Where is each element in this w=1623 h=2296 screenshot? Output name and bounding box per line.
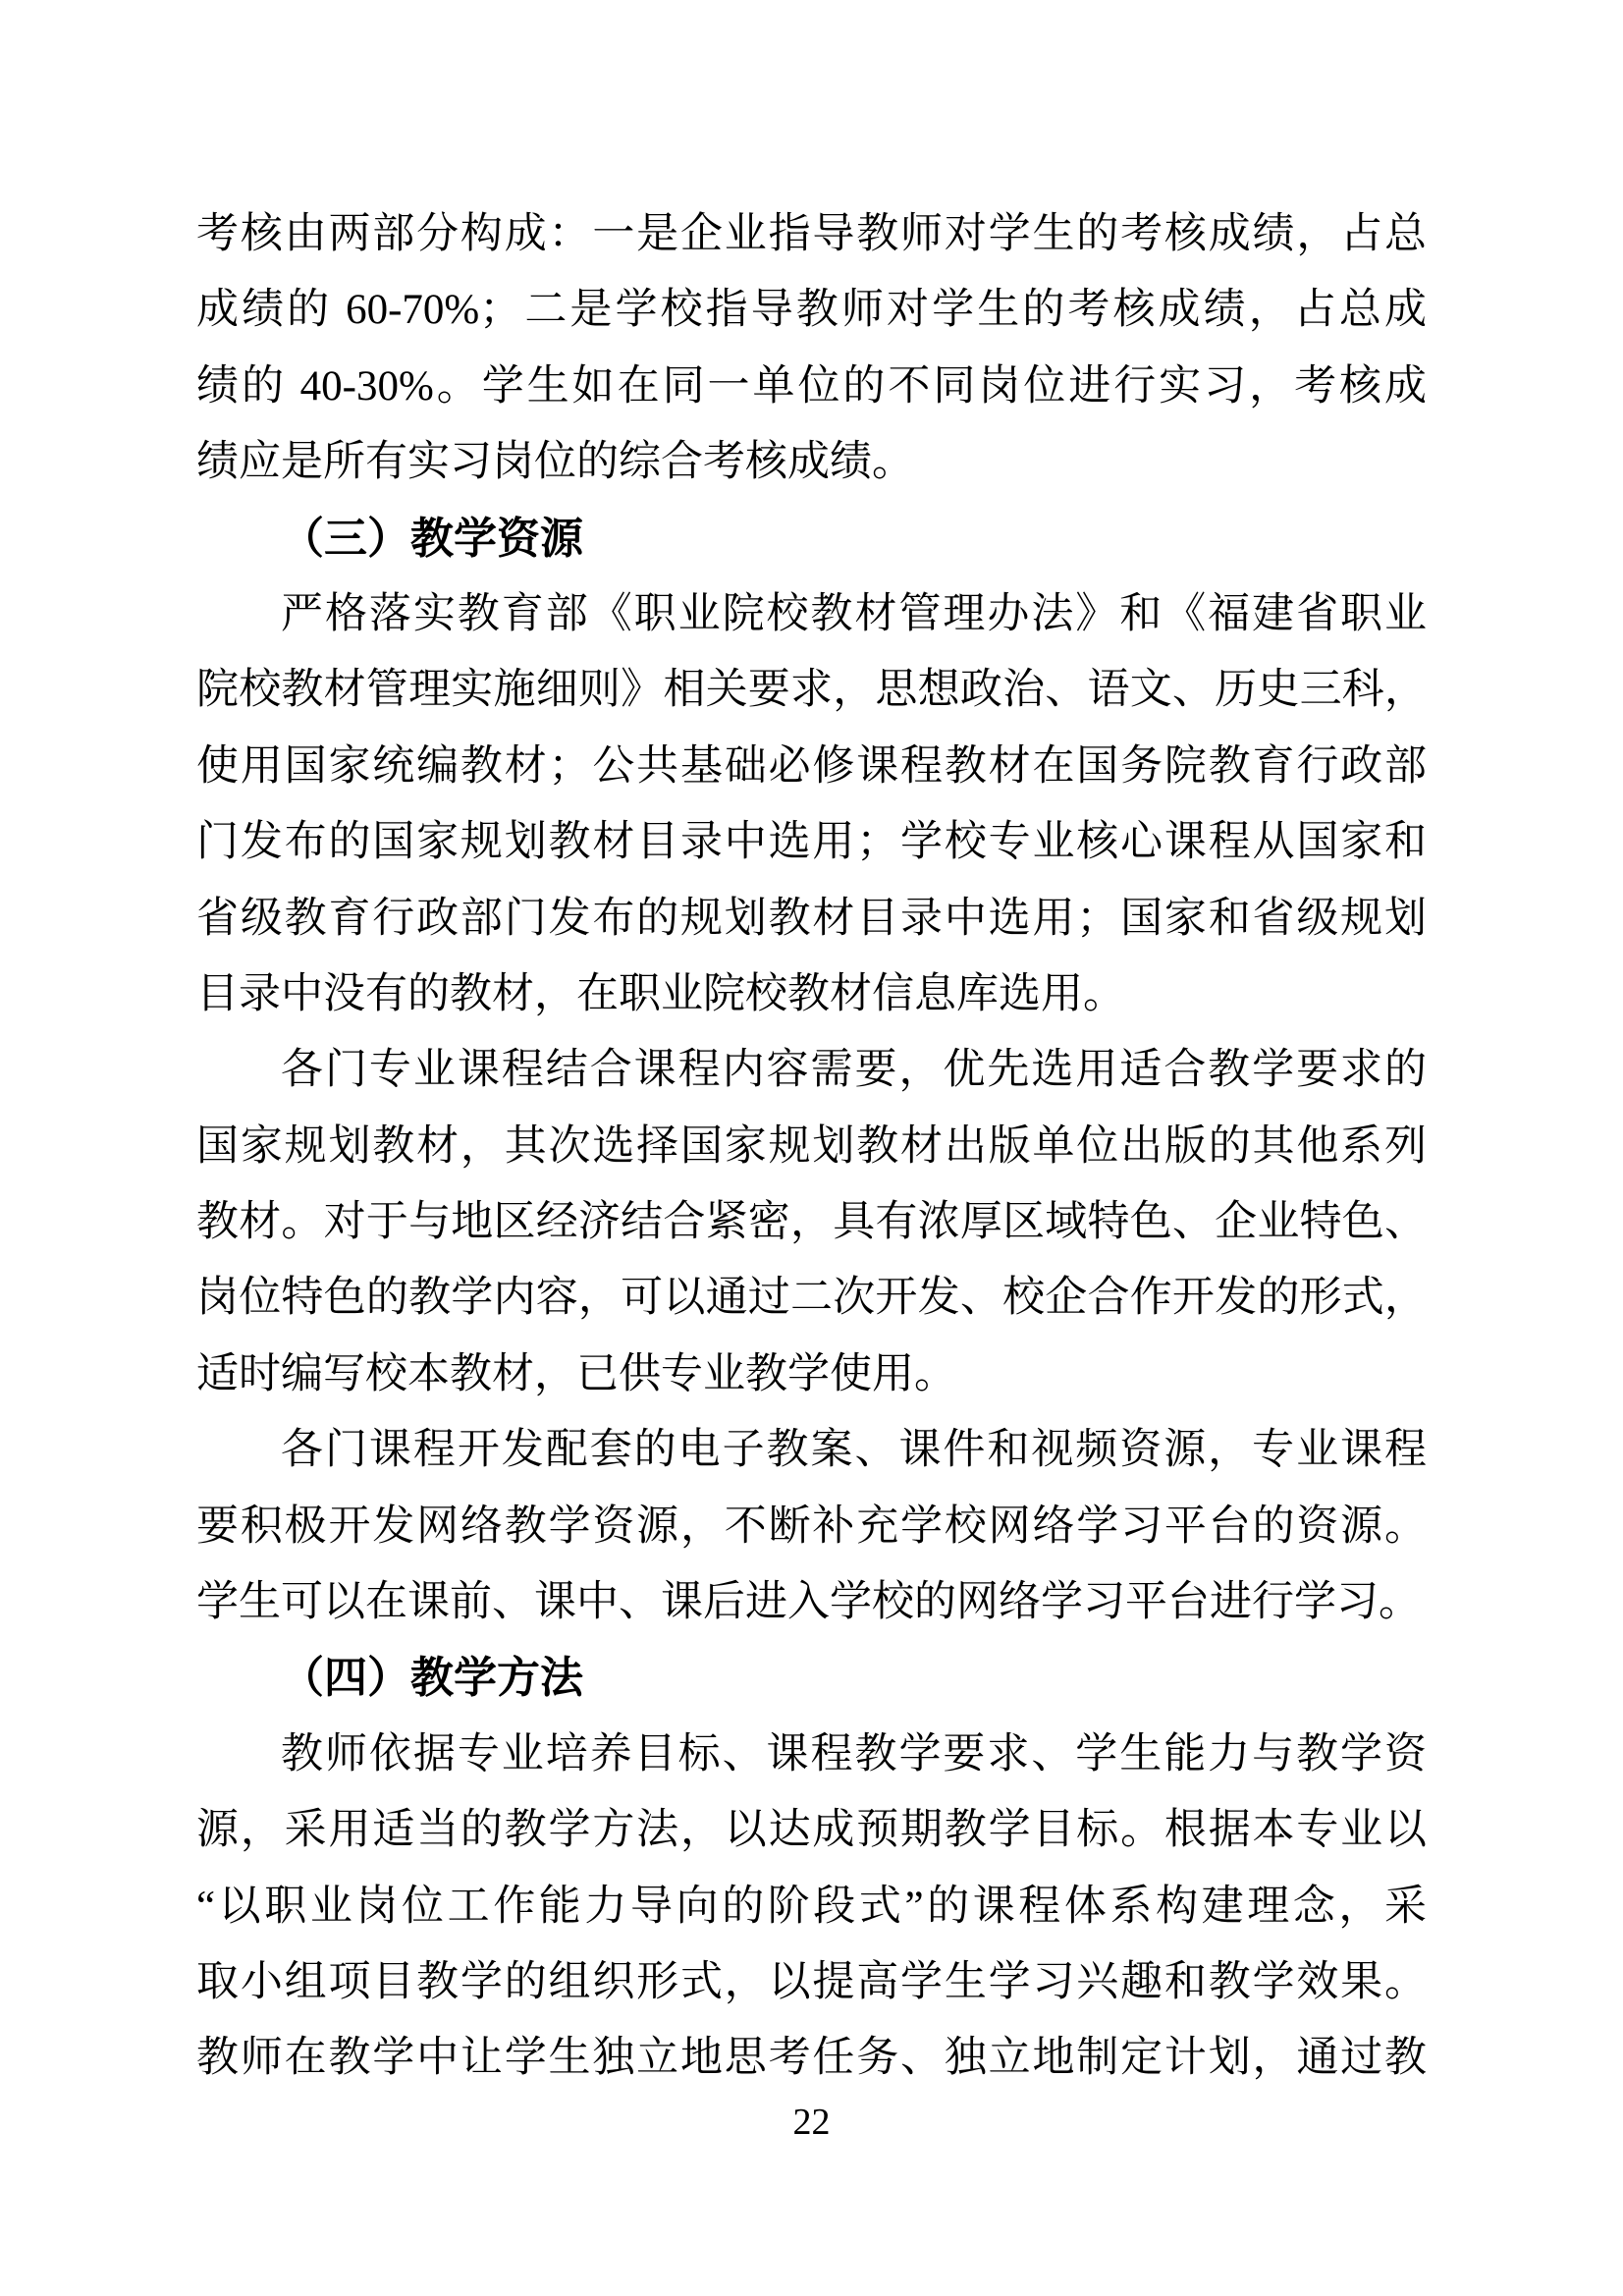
section-heading: （四）教学方法: [281, 1654, 583, 1703]
text-line: 教师在教学中让学生独立地思考任务、独立地制定计划，通过教: [196, 2035, 1427, 2082]
text-line: 适时编写校本教材，已供专业教学使用。: [196, 1350, 956, 1397]
text-line: “以职业岗位工作能力导向的阶段式”的课程体系构建理念，采: [196, 1883, 1427, 1930]
text-line: 教材。对于与地区经济结合紧密，具有浓厚区域特色、企业特色、: [196, 1199, 1427, 1246]
page-body-text: [196, 196, 1427, 2097]
text-line: 取小组项目教学的组织形式，以提高学生学习兴趣和教学效果。: [196, 1958, 1427, 2005]
paragraph: [196, 1717, 1427, 2097]
text-line: 岗位特色的教学内容，可以通过二次开发、校企合作开发的形式，: [196, 1275, 1427, 1322]
text-line: 省级教育行政部门发布的规划教材目录中选用；国家和省级规划: [196, 895, 1427, 942]
text-line: 成绩的 60-70%；二是学校指导教师对学生的考核成绩，占总成: [196, 287, 1427, 334]
text-line: 使用国家统编教材；公共基础必修课程教材在国务院教育行政部: [196, 742, 1427, 790]
text-line: 国家规划教材，其次选择国家规划教材出版单位出版的其他系列: [196, 1122, 1427, 1170]
text-line: 各门课程开发配套的电子教案、课件和视频资源，专业课程: [281, 1427, 1427, 1474]
text-line: 目录中没有的教材，在职业院校教材信息库选用。: [196, 970, 1125, 1017]
text-line: 考核由两部分构成：一是企业指导教师对学生的考核成绩，占总: [196, 211, 1427, 257]
text-line: 门发布的国家规划教材目录中选用；学校专业核心课程从国家和: [196, 819, 1427, 866]
text-line: 严格落实教育部《职业院校教材管理办法》和《福建省职业: [281, 590, 1427, 637]
page-number: 22: [792, 2102, 831, 2143]
paragraph: [196, 1032, 1427, 1412]
text-line: 各门专业课程结合课程内容需要，优先选用适合教学要求的: [281, 1047, 1427, 1094]
section-heading: （三）教学资源: [281, 514, 583, 563]
text-line: 院校教材管理实施细则》相关要求，思想政治、语文、历史三科，: [196, 667, 1427, 714]
text-line: 学生可以在课前、课中、课后进入学校的网络学习平台进行学习。: [196, 1579, 1421, 1626]
text-line: 绩应是所有实习岗位的综合考核成绩。: [196, 439, 914, 486]
paragraph: [196, 196, 1427, 501]
paragraph: [196, 576, 1427, 1032]
text-line: 教师依据专业培养目标、课程教学要求、学生能力与教学资: [281, 1730, 1427, 1777]
paragraph: [196, 1412, 1427, 1640]
text-line: 源，采用适当的教学方法，以达成预期教学目标。根据本专业以: [196, 1807, 1427, 1854]
text-line: 要积极开发网络教学资源，不断补充学校网络学习平台的资源。: [196, 1503, 1427, 1550]
text-line: 绩的 40-30%。学生如在同一单位的不同岗位进行实习，考核成: [196, 362, 1427, 410]
